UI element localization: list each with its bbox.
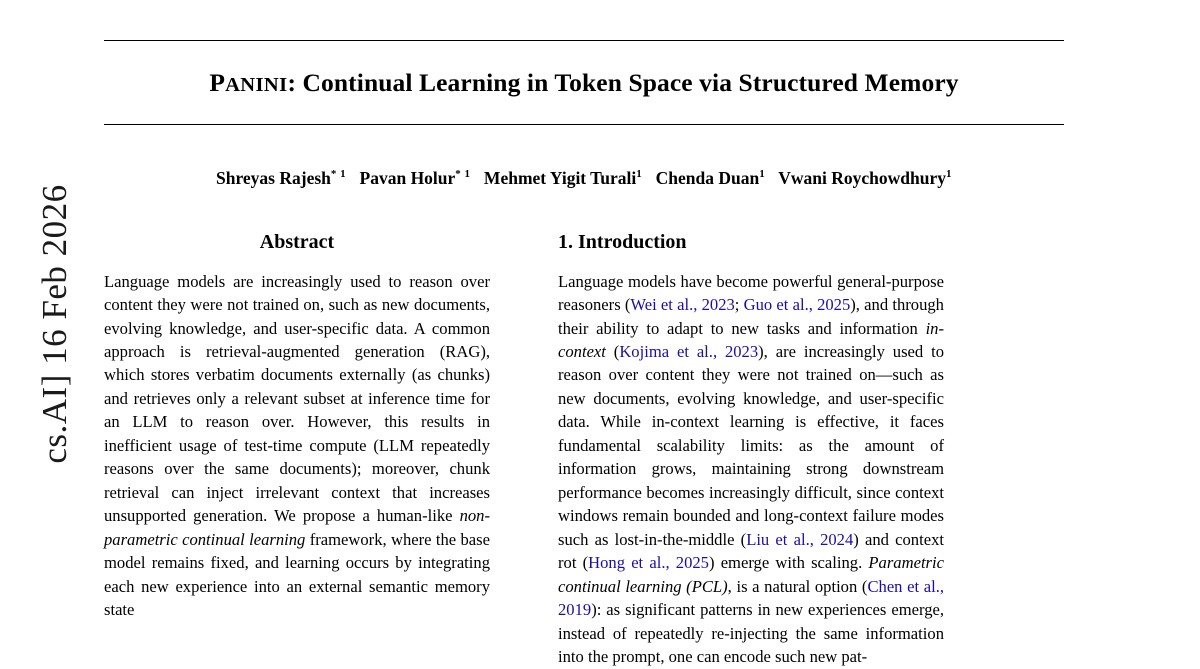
abstract-emphasis: non-parametric continual learning [104, 506, 490, 549]
body-text: ) emerge with scaling. [708, 553, 869, 573]
author-name: Vwani Roychowdhury [778, 167, 947, 188]
arxiv-stamp-text: cs.AI] 16 Feb 2026 [35, 184, 74, 464]
body-text: ), and through their ability to adapt to new tasks and information [558, 295, 944, 338]
emphasis-text: in-context [558, 318, 944, 361]
citation-link[interactable]: Kojima et al., 2023 [619, 341, 759, 361]
citation-link[interactable]: Wei et al., 2023 [630, 295, 735, 315]
body-text: ), are increasingly used to reason over content they were not trained on—such as new documents, evolving knowledge, and user-specific data. While in-context learning is effective, it faces fundamental scalability limits: as the amount of information grows, maintaining strong downstream performance becomes increasingly difficult, since context windows remain bounded and long-context failure modes such as lost-in-the-middle ( [558, 341, 944, 549]
title-smallcaps-first: P [209, 68, 226, 97]
body-text: ; [734, 295, 744, 315]
body-text: ): as significant patterns in new experiences emerge, instead of repeatedly re-injecting the same information into the prompt, one can encode such new pat- [558, 600, 944, 667]
title-smallcaps-rest: ANINI [225, 74, 288, 96]
abstract-text-part2: framework, where the base model remains fixed, and learning occurs by integrating each new experience into an external semantic memory state [104, 529, 490, 620]
author-name: Shreyas Rajesh [215, 167, 331, 188]
body-text: Language models have become powerful general-purpose reasoners ( [558, 271, 944, 315]
author-marks: 1 [946, 167, 953, 180]
emphasis-text: Parametric continual learning (PCL) [558, 553, 944, 596]
title-rule-bottom [104, 124, 1064, 125]
author-marks: 1 [759, 167, 766, 180]
paper-page [104, 0, 1064, 667]
two-column-body [104, 231, 1064, 669]
introduction-text [558, 270, 944, 669]
title-rest: : Continual Learning in Token Space via Structured Memory [287, 68, 959, 97]
author-marks: * 1 [455, 167, 471, 180]
citation-link[interactable]: Chen et al., 2019 [558, 576, 945, 620]
author-name: Chenda Duan [655, 167, 760, 188]
author-name: Mehmet Yigit Turali [483, 167, 637, 188]
page-title [104, 41, 1064, 124]
author-list [104, 168, 1064, 189]
abstract-column [104, 231, 490, 669]
body-text: ) and context rot ( [558, 529, 944, 573]
abstract-text-part1: Language models are increasingly used to reason over content they were not trained on, such as new documents, evolving knowledge, and user-specific data. A common approach is retrieval-augmented generation (RAG), which stores verbatim documents externally (as chunks) and retrieves only a relevant subset at inference time for an LLM to reason over. However, this results in inefficient usage of test-time compute (LLM repeatedly reasons over the same documents); moreover, chunk retrieval can inject irrelevant context that increases unsupported generation. We propose a human-like [104, 271, 490, 526]
body-text: , is a natural option ( [727, 576, 868, 596]
author-name: Pavan Holur [359, 167, 456, 188]
citation-link[interactable]: Hong et al., 2025 [588, 553, 709, 573]
arxiv-stamp [0, 0, 110, 648]
introduction-heading: 1. Introduction [558, 230, 687, 253]
author-marks: * 1 [330, 167, 347, 180]
introduction-column [558, 231, 944, 669]
abstract-text [104, 270, 490, 622]
body-text: ( [605, 341, 620, 361]
author-marks: 1 [636, 167, 643, 180]
abstract-heading: Abstract [259, 230, 335, 253]
citation-link[interactable]: Guo et al., 2025 [743, 295, 851, 315]
citation-link[interactable]: Liu et al., 2024 [746, 529, 854, 549]
